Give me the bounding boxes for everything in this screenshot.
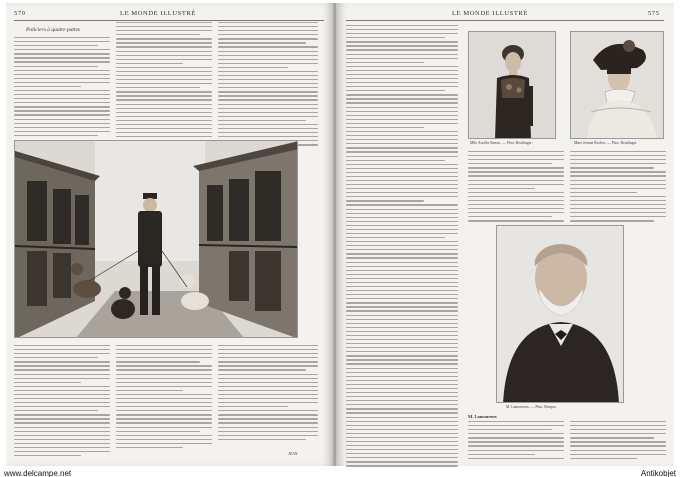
portrait-photo-lamoureux [496, 225, 624, 403]
running-head-right: LE MONDE ILLUSTRÉ [452, 10, 528, 17]
page-number-right: 575 [648, 10, 660, 17]
left-page [6, 3, 334, 466]
text-column [346, 25, 458, 470]
photo-caption: Mme Jeanne Rocher. — Phot. Reutlinger. [574, 141, 638, 145]
police-dogs-illustration [14, 140, 298, 338]
photo-caption: Mlle Aurélie Simon. — Phot. Reutlinger. [470, 141, 533, 145]
text-column [116, 345, 212, 451]
text-column [14, 345, 110, 459]
section-label: M. Lamoureux [468, 414, 497, 419]
portrait-photo-jeanne [570, 31, 664, 139]
text-column [14, 37, 110, 139]
article-title: Policiers à quatre pattes [26, 27, 81, 33]
text-column [468, 421, 564, 462]
right-page [336, 3, 674, 466]
left-watermark: www.delcampe.net [4, 469, 72, 477]
text-column [218, 345, 318, 443]
text-column [468, 151, 564, 224]
page-number-left: 570 [14, 10, 26, 17]
right-watermark: Antikobjet [640, 469, 676, 477]
photo-caption: M. Lamoureux. — Phot. Benque. [506, 405, 557, 409]
text-column [570, 151, 666, 224]
article-signature: JEAN [288, 451, 298, 456]
magazine-spread [6, 3, 674, 466]
header-rule [346, 20, 664, 21]
running-head-left: LE MONDE ILLUSTRÉ [120, 10, 196, 17]
text-column [570, 421, 666, 462]
text-column [116, 10, 212, 148]
text-column [218, 10, 318, 148]
portrait-photo-aurelie [468, 31, 556, 139]
